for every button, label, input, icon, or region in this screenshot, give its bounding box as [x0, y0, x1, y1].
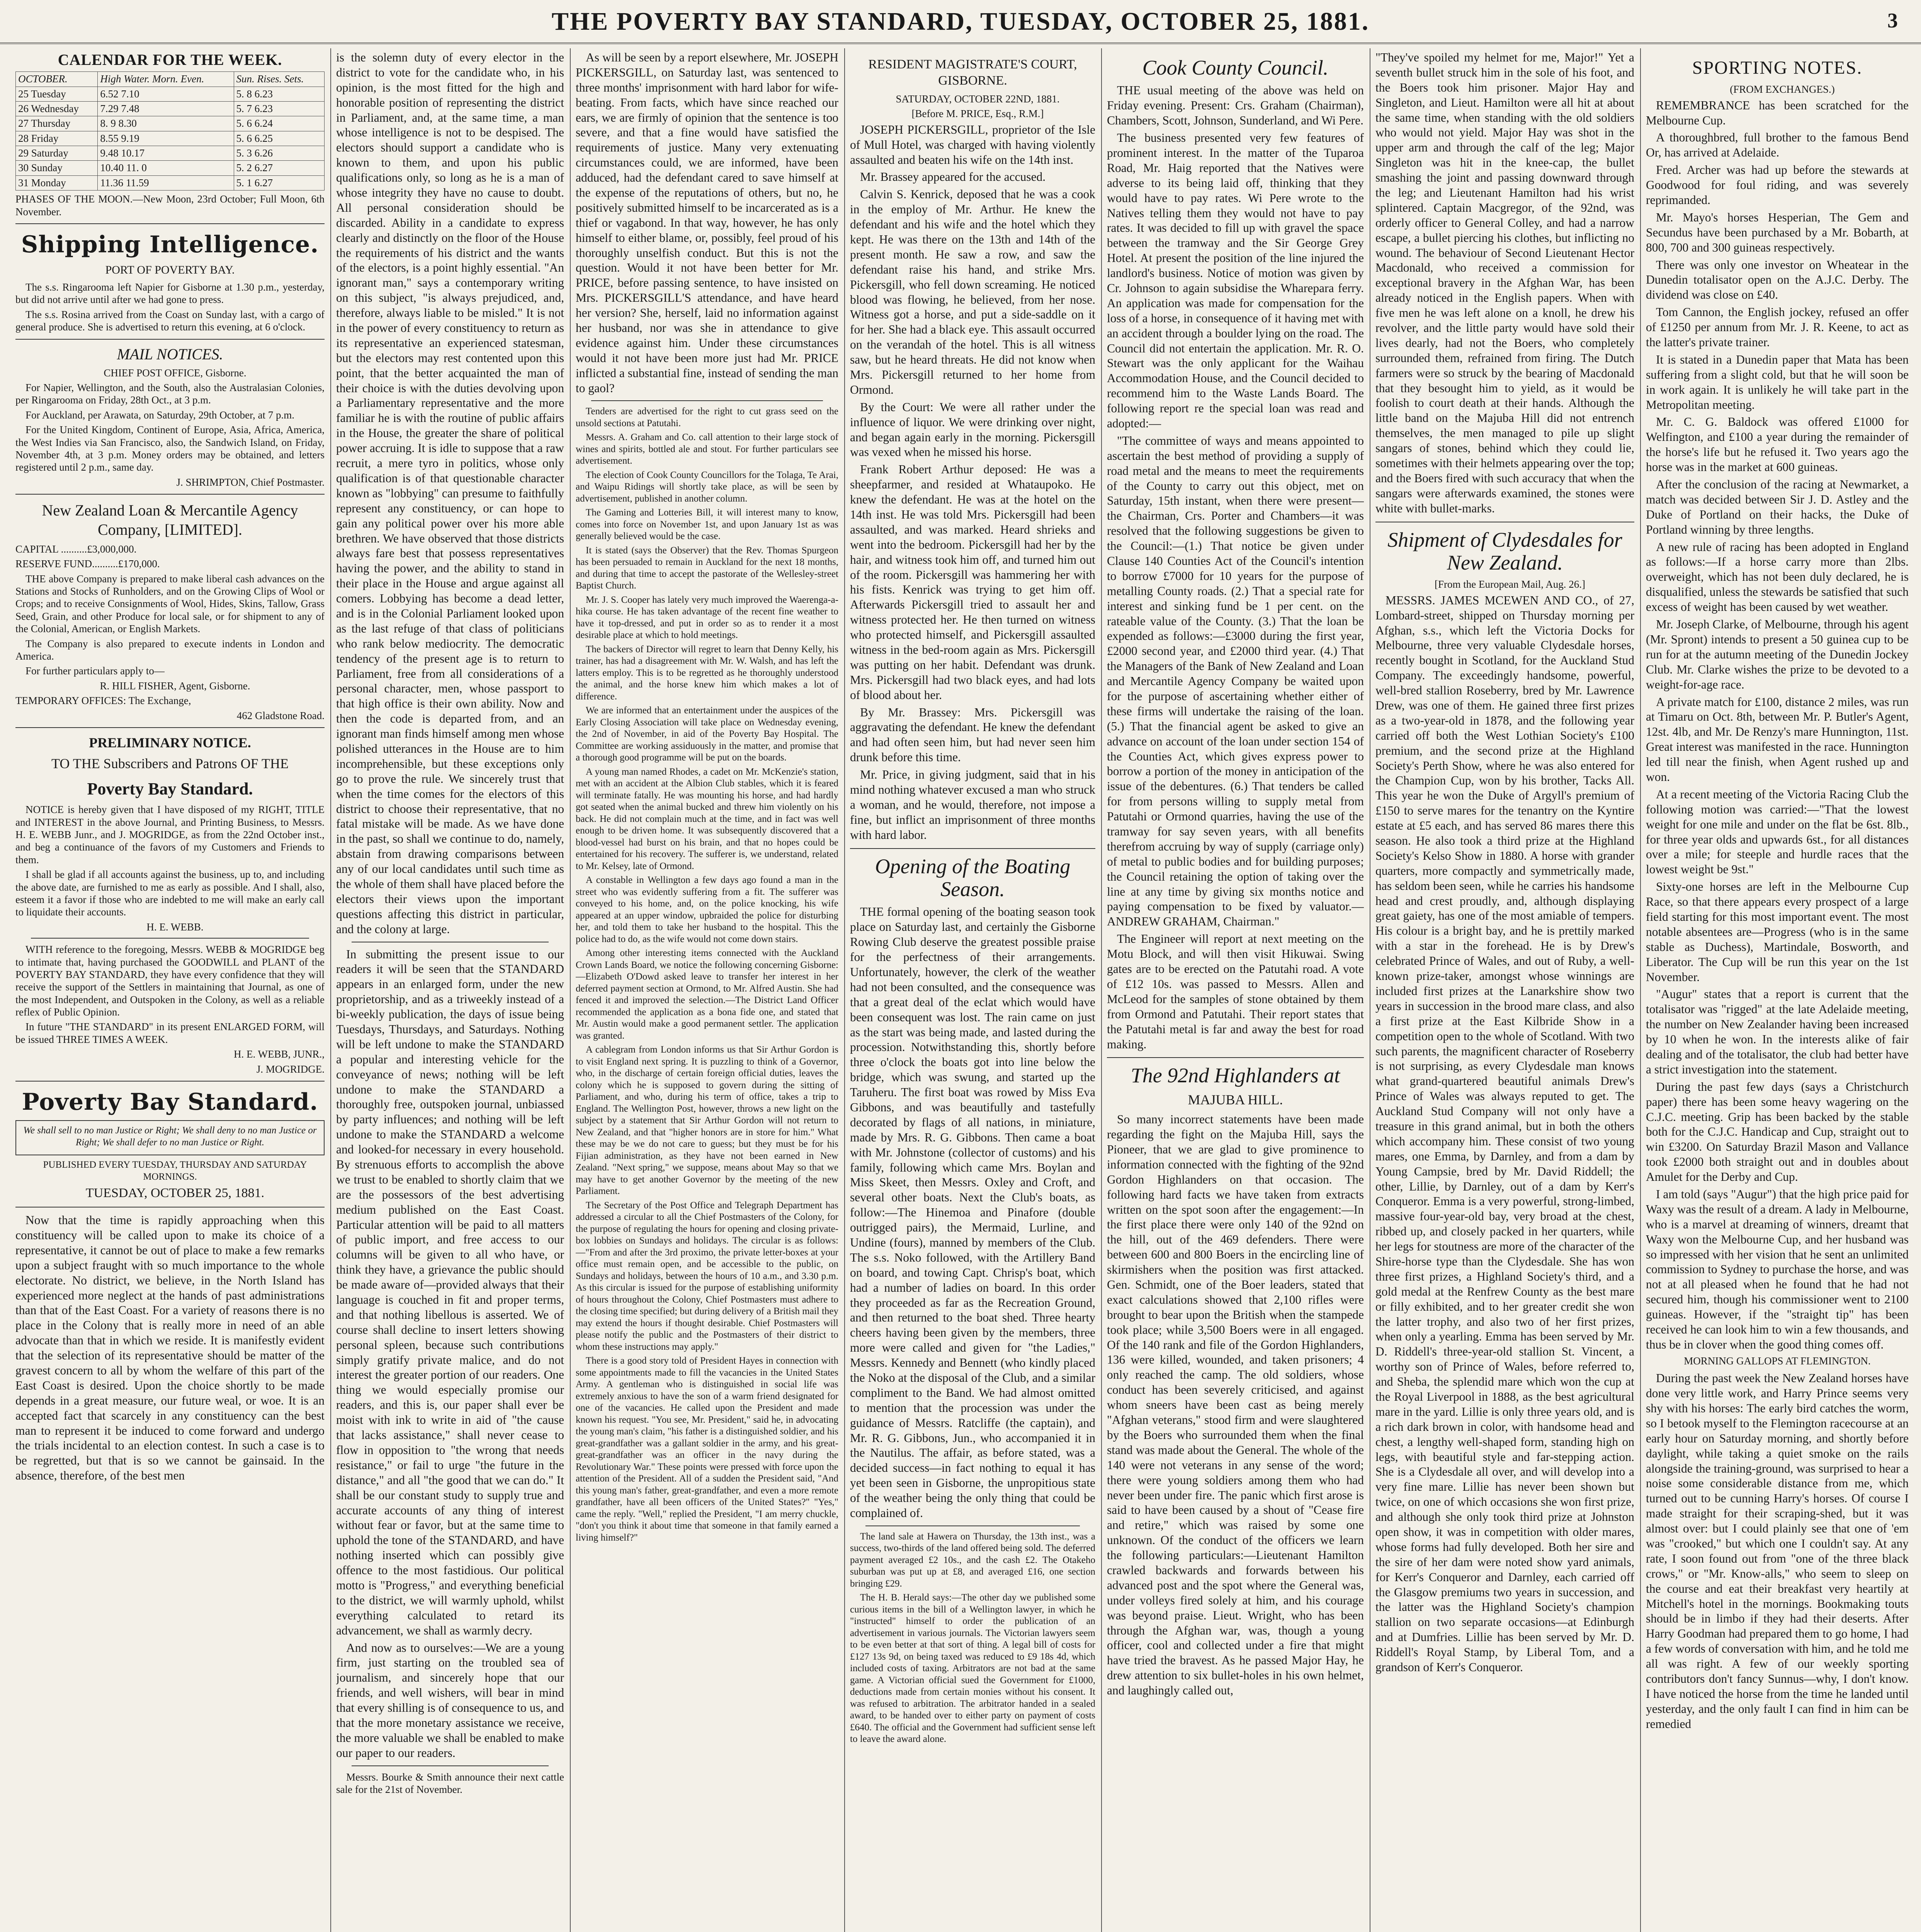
news-item: The land sale at Hawera on Thursday, the 13th inst., was a success, two-thirds of the land offered being sold. The deferred payment averaged £2 10s., and the cash £2. The Otakeho suburban was put up at £8, and averaged £16, one section bringing £29. [850, 1531, 1095, 1589]
divider [15, 1207, 325, 1208]
calendar-cell: 26 Wednesday [16, 102, 98, 116]
calendar-cell: 10.40 11. 0 [98, 161, 234, 175]
loan-apply: For further particulars apply to— [26, 665, 165, 677]
column-1 [15, 50, 325, 1932]
with-signature: H. E. WEBB, JUNR., [233, 1048, 325, 1060]
prelim-to: TO THE Subscribers and Patrons OF THE [51, 756, 289, 772]
highlanders-heading: The 92nd Highlanders at [1130, 1064, 1340, 1087]
paper-title: Poverty Bay Standard. [22, 1088, 318, 1116]
column-6 [1375, 50, 1634, 1932]
news-item: A cablegram from London informs us that Sir Arthur Gordon is to visit England next spring. It is puzzling to think of a Governor, who, in the discharge of certain foreign official duties, leaves the colony which he is supposed to govern during the sitting of Parliament, and who, during his term of office, takes a trip to England. The Wellington Post, however, throws a new light on the subject by a statement that Sir Arthur Gordon will not return to New Zealand, and that "higher honors are in store for him." What these may be we do not care to guess; but they must be for his Fijian administration, as they have not been earned in New Zealand. "Next spring," we suppose, means about May so that we may have to get another Governor by the meeting of the new Parliament. [576, 1044, 838, 1197]
loan-reserve: RESERVE FUND..........£170,000. [15, 558, 160, 570]
published-days: PUBLISHED EVERY TUESDAY, THURSDAY AND SATURDAY MORNINGS. [43, 1160, 307, 1182]
loan-heading: New Zealand Loan & Mercantile Agency Company, [LIMITED]. [42, 502, 298, 538]
boating-text: THE formal opening of the boating season took place on Saturday last, and certainly the Gisborne Rowing Club deserve the greatest possible praise for the perfectness of their arrangements. Unfortunately, however, the clerk of the weather had not been consulted, and the consequence was that a great deal of the eclat which would have been consequent was lost. The rain came on just as the start was being made, and lasted during the procession. Notwithstanding this, shortly before three o'clock the boats got into line below the bridge, which was swung, and started up the Taruheru. The first boat was rowed by Miss Eva Gibbons, and was beautifully and tastefully decorated by flags of all nations, in miniature, made by Mrs. R. G. Gibbons. Then came a boat with Mr. Johnstone (collector of customs) and his family, following which came Mrs. Boylan and Miss Skeet, then Messrs. Oxley and Croft, and several other boats. Next the Club's boats, as follow:—The Hinemoa and Pinafore (double outrigged pairs), the Mermaid, Lurline, and Undine (fours), manned by members of the Club. The s.s. Noko followed, with the Artillery Band on board, and towing Capt. Chrisp's boat, which had a number of ladies on board. In this order they proceeded as far as the Recreation Ground, and then returned to the boat shed. Three hearty cheers having been given by the members, three more were called and given for "the Ladies," Messrs. Kennedy and Bennett (who kindly placed the Noko at the disposal of the Club, and a similar compliment to the Band. We had almost omitted to mention that the procession was under the guidance of Messrs. Ratcliffe (the captain), and Mr. R. G. Gibbons, Jun., who accompanied it in the Nautilus. The affair, as before stated, was a decided success—in fact nothing to equal it has yet been seen in Gisborne, the unpropitious state of the weather being the only thing that could be complained of. [850, 905, 1095, 1520]
news-item: Messrs. Bourke & Smith announce their next cattle sale for the 21st of November. [336, 1771, 564, 1796]
gallops-text: During the past week the New Zealand horses have done very little work, and Harry Prince seems very shy with his horses: The early bird catches the worm, so I betook myself to the Flemington racecourse at an early hour on Saturday morning, and shortly before daylight, while taking a quiet smoke on the rails alongside the training-ground, was surprised to hear a noise some considerable distance from me, which turned out to be cunning Harry's horses. Of course I made straight for their scraping-shed, but it was almost over: but I could plainly see that one of 'em was "crooked," but which one I couldn't say. At any rate, I soon found out from "one of the three black crows," or "Mr. Know-alls," who seem to sleep on the course and eat their breakfast very heartily at Mitchell's hotel in the mornings. Bookmaking touts should be in limbo if they had their deserts. After Harry Goodman had prepared them to go home, I had a few words of conversation with him, and he told me all was right. A few of our weekly sporting contributors don't fancy Sunnus—why, I don't know. I have noticed the horse from the time he landed until yesterday, and the only fault I can find in him can be remedied [1646, 1371, 1909, 1731]
calendar-cell: 8.55 9.19 [98, 131, 234, 146]
page-number: 3 [1887, 9, 1898, 32]
sporting-item: At a recent meeting of the Victoria Racing Club the following motion was carried:—"That the lowest weight for one mile and under on the flat be 6st. 8lb., for three year olds and upwards 6st., for all distances over a mile; for steeple and hurdle races that the lowest weight be 9st." [1646, 787, 1909, 876]
sporting-item: After the conclusion of the racing at Newmarket, a match was decided between Sir J. D. Astley and the Duke of Portland on their hacks, the Duke of Portland winning by three lengths. [1646, 478, 1909, 536]
sporting-item: Mr. C. G. Baldock was offered £1000 for Welfington, and £100 a year during the remainder of the horse's life but he refused it. Two years ago the horse was in the market at 600 guineas. [1646, 415, 1909, 474]
calendar-cell: 31 Monday [16, 175, 98, 190]
divider [15, 339, 325, 340]
mail-signature: J. SHRIMPTON, Chief Postmaster. [176, 476, 325, 488]
sporting-source: (FROM EXCHANGES.) [1730, 83, 1835, 95]
mail-office: CHIEF POST OFFICE, Gisborne. [104, 367, 246, 379]
divider [15, 494, 325, 495]
loan-text: THE above Company is prepared to make liberal cash advances on the Stations and Stocks of Runholders, and on the Growing Clips of Wool or Crops; and to receive Consignments of Wool, Hides, Skins, Tallow, Grass Seed, Grain, and other Produce for local sale, or for shipment to any of the Colonial, American, or English Markets. [15, 573, 325, 635]
mail-item: For Auckland, per Arawata, on Saturday, 29th October, at 7 p.m. [26, 409, 295, 421]
calendar-row [16, 87, 325, 101]
sporting-item: REMEMBRANCE has been scratched for the Melbourne Cup. [1646, 98, 1909, 127]
news-item: Tenders are advertised for the right to cut grass seed on the unsold sections at Patutahi. [576, 406, 838, 429]
motto-box [15, 1120, 325, 1155]
sporting-item: A new rule of racing has been adopted in England as follows:—If a horse carry more than 2lbs. overweight, which has not been duly declared, he is disqualified, unless the stewards be satisfied that such excess of weight has been caused by wet weather. [1646, 540, 1909, 614]
with-text: In future "THE STANDARD" in its present ENLARGED FORM, will be issued THREE TIMES A WEEK. [15, 1021, 325, 1045]
boating-heading: Opening of the Boating Season. [875, 854, 1071, 901]
court-paragraph: Mr. Price, in giving judgment, said that in his mind nothing whatever excused a man who struck a woman, and he would, therefore, not impose a fine, but inflict an imprisonment of three months with hard labor. [850, 768, 1095, 842]
court-date: SATURDAY, OCTOBER 22ND, 1881. [896, 93, 1060, 105]
mail-item: For Napier, Wellington, and the South, also the Australasian Colonies, per Ringarooma on Friday, 28th Oct., at 3 p.m. [15, 382, 325, 406]
news-item: A young man named Rhodes, a cadet on Mr. McKenzie's station, met with an accident at the Albion Club stables, which it is feared will terminate fatally. He was mounting his horse, and had hardly got seated when the animal bucked and threw him violently on his back. He did not complain much at the time, and in fact was well enough to be driven home. It was subsequently discovered that a blood-vessel had burst on his brain, and that no hopes could be entertained for his recovery. The sufferer is, we understand, related to Mr. Kelsey, late of Ormond. [576, 766, 838, 871]
calendar-header-cell: High Water. Morn. Even. [98, 72, 234, 87]
news-item: The H. B. Herald says:—The other day we published some curious items in the bill of a Wellington lawyer, in which he "instructed" himself to order the publication of an advertisement in various journals. The Victorian lawyers seem to be even better at that sort of thing. A legal bill of costs for £127 13s 9d, on being taxed was reduced to £9 18s 4d, which included costs of taxing. Arbitrators are not bad at the same game. A Victorian official sued the Government for £1000, deductions made from certain monies without his consent. It was refused to arbitration. The arbitrator handed in a sealed award, to be handed over to either party on payment of costs £640. The official and the Government had sufficient sense left to leave the award alone. [850, 1592, 1095, 1745]
court-paragraph: JOSEPH PICKERSGILL, proprietor of the Isle of Mull Hotel, was charged with having violently assaulted and beaten his wife on the 14th inst. [850, 122, 1095, 167]
news-item: It is stated (says the Observer) that the Rev. Thomas Spurgeon has been persuaded to remain in Auckland for the next 18 months, and during that time to accept the pastorate of the Wellesley-street Baptist Church. [576, 545, 838, 591]
news-item: The backers of Director will regret to learn that Denny Kelly, his trainer, has had a disagreement with Mr. W. Walsh, and has left the latters employ. This is to be regretted as he thoroughly understood the animal, and the horse knew him which makes a lot of difference. [576, 644, 838, 702]
sporting-item: I am told (says "Augur") that the high price paid for Waxy was the result of a dream. A lady in Melbourne, who is a marvel at dreaming of winners, dreamt that Waxy won the Melbourne Cup, and her husband was so impressed with her vision that he sent an unlimited commission to Sydney to purchase the horse, and was not at all pleased when he found that he had not secured him, though his commissioner went to 2100 guineas. However, if the "straight tip" has been received he can look him to win a few thousands, and thus be in clover when the good thing comes off. [1646, 1187, 1909, 1351]
calendar-row [16, 175, 325, 190]
moon-phases: PHASES OF THE MOON.—New Moon, 23rd October; Full Moon, 6th November. [15, 193, 325, 218]
council-heading: Cook County Council. [1142, 56, 1329, 79]
port-heading: PORT OF POVERTY BAY. [105, 264, 235, 277]
divider [15, 223, 325, 224]
calendar-row [16, 102, 325, 116]
calendar-header-cell: OCTOBER. [16, 72, 98, 87]
calendar-cell: 5. 2 6.27 [234, 161, 324, 175]
calendar-table [15, 71, 325, 190]
sporting-heading: SPORTING NOTES. [1692, 58, 1863, 78]
sporting-item: Mr. Mayo's horses Hesperian, The Gem and Secundus have been purchased by a Mr. Bobarth, at 800, 700 and 300 guineas respectively. [1646, 210, 1909, 254]
calendar-cell: 9.48 10.17 [98, 146, 234, 161]
calendar-cell: 6.52 7.10 [98, 87, 234, 101]
news-item: We are informed that an entertainment under the auspices of the Early Closing Association will take place on Wednesday evening, the 2nd of November, in aid of the Poverty Bay Hospital. The Committee are working assiduously in the matter, and promise that a thorough good programme will be put on the boards. [576, 705, 838, 763]
divider [850, 848, 1095, 849]
calendar-cell: 5. 3 6.26 [234, 146, 324, 161]
calendar-row [16, 146, 325, 161]
court-paragraph: Mr. Brassey appeared for the accused. [860, 170, 1046, 184]
loan-address: 462 Gladstone Road. [236, 709, 325, 721]
sporting-item: There was only one investor on Wheatear in the Dunedin totalisator open on the A.J.C. Derby. The dividend was close on £40. [1646, 258, 1909, 302]
column-rule [570, 48, 571, 1932]
sporting-item: A thoroughbred, full brother to the famous Bend Or, has arrived at Adelaide. [1646, 131, 1909, 160]
calendar-cell: 5. 8 6.23 [234, 87, 324, 101]
divider [15, 1081, 325, 1082]
divider [1107, 1057, 1364, 1058]
sporting-item: Mr. Joseph Clarke, of Melbourne, through his agent (Mr. Spront) intends to present a 50 guinea cup to be run for at the autumn meeting of the Dunedin Jockey Club. Mr. Clarke wishes the prize to be devoted to a weight-for-age race. [1646, 617, 1909, 691]
news-item: Mr. J. S. Cooper has lately very much improved the Waerenga-a-hika course. He has taken advantage of the recent fine weather to have it top-dressed, and put in order so as to render it a most desirable place at which to hold meetings. [576, 594, 838, 641]
calendar-title: CALENDAR FOR THE WEEK. [58, 51, 282, 68]
leader-text: Now that the time is rapidly approaching when this constituency will be called upon to make its choice of a representative, it cannot be out of place to make a few remarks upon a subject fraught with so much importance to the whole electorate. No district, we believe, in the North Island has experienced more neglect at the hands of past administrations than that of the East Coast. For a variety of reasons there is no place in the Colony that is really more in need of an able advocate than that in which we reside. It is manifestly evident that the selection of its representative should be matter of the gravest concern to all by whom the welfare of this part of the East Coast is desired. Upon the choice shortly to be made depends in a great measure, our future weal, or woe. It is an accepted fact that scarcely in any constituency can the best man to represent it be induced to come forward and undergo the trials incidental to an election contest. In such a case is to be regretted, but that is so we cannot be gainsaid. In the absence, therefore, of the best men [15, 1213, 325, 1483]
notice-signature: H. E. WEBB. [146, 921, 204, 933]
mail-item: For the United Kingdom, Continent of Europe, Asia, Africa, America, the West Indies via San Francisco, also, the Sandwich Island, on Friday, November 4th, at 3 p.m. Money orders may be obtained, and letters registered until 2 p.m., same day. [15, 424, 325, 473]
calendar-cell: 8. 9 8.30 [98, 116, 234, 131]
court-paragraph: By Mr. Brassey: Mrs. Pickersgill was aggravating the defendant. He knew the defendant and had often seen him, but had never seen him drunk before this time. [850, 705, 1095, 764]
with-signature: J. MOGRIDGE. [256, 1063, 325, 1075]
announcement-text: In submitting the present issue to our readers it will be seen that the STANDARD appears in an enlarged form, under the new proprietorship, and as a triweekly instead of a bi-weekly publication, the days of issue being Tuesdays, Thursdays, and Saturdays. Nothing will be left undone to make the STANDARD a popular and interesting vehicle for the conveyance of news; nothing will be left undone to make the STANDARD a thoroughly free, outspoken journal, unbiassed by party influences; and nothing will be left undone to make the STANDARD a welcome and looked-for necessary in every household. By strenuous efforts to accomplish the above we trust to be enabled to shortly claim that we are the possessors of the best advertising medium published on the East Coast. Particular attention will be paid to all matters of public import, and free access to our columns will be given to all who have, or think they have, a grievance the public should be made aware of—provided always that their language is couched in fit and proper terms, and that nothing libellous is asserted. We of course shall decline to insert letters showing personal spleen, because such contributions simply gratify private malice, and do not interest the greater portion of our readers. One thing we would especially promise our readers, and this is, our paper shall ever be moist with ink to write in aid of "the cause that lacks assistance," shall never cease to flow in opposition to "the wrong that needs resistance," or fail to urge "the future in the distance," and all "the good that we can do." It shall be our constant study to supply true and accurate accounts of any thing of interest without fear or favor, but at the same time to uphold the tone of the STANDARD, and have nothing inserted which can possibly give offence to the most fastidious. Our political motto is "Progress," and everything beneficial to the district, we will warmly uphold, whilst everything calculated to retard its advancement, we shall as warmly decry. [336, 947, 564, 1637]
calendar-row [16, 161, 325, 175]
sporting-item: Sixty-one horses are left in the Melbourne Cup Race, so that there appears every prospect of a large field starting for this most important event. The most notable absentees are—Progress (who is in the same stable as Duchess), Martindale, Bosworth, and Liberator. The Cup will be run this year on the 1st November. [1646, 880, 1909, 984]
calendar-cell: 5. 7 6.23 [234, 102, 324, 116]
calendar-cell: 28 Friday [16, 131, 98, 146]
calendar-cell: 11.36 11.59 [98, 175, 234, 190]
news-item: The Secretary of the Post Office and Telegraph Department has addressed a circular to all the Chief Postmasters of the Colony, for the purpose of regulating the hours for opening and closing private-box lobbies on Sundays and holidays. The circular is as follows:—"From and after the 3rd proximo, the private letter-boxes at your office must remain open, and be accessible to the public, on Sundays and holidays, between the hours of 10 a.m., and 3.30 p.m. As this circular is issued for the purpose of establishing uniformity of hours throughout the Colony, Chief Postmasters must adhere to the closing time specified; but during delivery of a British mail they may extend the hours if thought desirable. Chief Postmasters will please notify the public and the Postmasters of their district to whom these instructions may apply." [576, 1200, 838, 1352]
notice-text: NOTICE is hereby given that I have disposed of my RIGHT, TITLE and INTEREST in the above Journal, and Printing Business, to Messrs. H. E. WEBB Junr., and J. MOGRIDGE, as from the 22nd October inst., and beg a continuance of the favors of my Customers and Friends to them. [15, 804, 325, 866]
clydesdales-source: [From the European Mail, Aug. 26.] [1435, 578, 1585, 590]
sporting-item: It is stated in a Dunedin paper that Mata has been suffering from a slight cold, but that he will soon be in work again. It is unlikely he will take part in the Metropolitan meeting. [1646, 352, 1909, 412]
calendar-cell: 5. 1 6.27 [234, 175, 324, 190]
loan-capital: CAPITAL ..........£3,000,000. [15, 543, 137, 555]
sporting-item: A private match for £100, distance 2 miles, was run at Timaru on Oct. 8th, between Mr. P. Butler's Agent, 12st. 4lb, and Mr. De Renzy's mare Hunnington, 11st. Great interest was manifested in the race. Hunnington led till near the finish, when Agent rushed up and won. [1646, 695, 1909, 784]
column-3 [576, 50, 838, 1932]
calendar-header-cell: Sun. Rises. Sets. [234, 72, 324, 87]
calendar-cell: 7.29 7.48 [98, 102, 234, 116]
court-paragraph: By the Court: We were all rather under the influence of liquor. We were drinking over night, and began again early in the morning. Pickersgill was vexed when he missed his horse. [850, 400, 1095, 459]
shipping-item: The s.s. Ringarooma left Napier for Gisborne at 1.30 p.m., yesterday, but did not arrive until after we had gone to press. [15, 281, 325, 306]
council-paragraph: The Engineer will report at next meeting on the Motu Block, and will then visit Hikuwai. Swing gates are to be erected on the Patutahi road. A vote of £12 10s. was passed to Messrs. Allen and McLeod for the samples of stone obtained by them from Ormond and Patutahi. Their report states that the Patutahi metal is far and away the best for road making. [1107, 932, 1364, 1051]
calendar-row [16, 116, 325, 131]
prelim-heading: PRELIMINARY NOTICE. [89, 735, 251, 750]
column-rule [330, 48, 331, 1932]
sporting-item: During the past few days (says a Christchurch paper) there has been some heavy wagering on the C.J.C. meeting. Grip has been backed by the stable both for the C.J.C. Handicap and Cup, straight out to win £3200. On Saturday Brazil Mason and Vallance took £2000 both straight out and in doubles about Amulet for the Derby and Cup. [1646, 1080, 1909, 1184]
calendar-cell: 5. 6 6.25 [234, 131, 324, 146]
column-rule [844, 48, 845, 1932]
court-paragraph: Calvin S. Kenrick, deposed that he was a cook in the employ of Mr. Arthur. He knew the defendant and his wife and the hotel which they kept. He was there on the 13th and 14th of the present month. He saw a row, and saw the defendant raise his hand, and strike Mrs. Pickersgill, who fell down screaming. He noticed blood was flowing, he believed, from her nose. Witness got a horse, and put a side-saddle on it for her. She had a black eye. This assault occurred on the verandah of the hotel. This is all witness saw, but he heard threats. He did not know when Mrs. Pickersgill returned to her home from Ormond. [850, 187, 1095, 396]
news-item: Among other interesting items connected with the Auckland Crown Lands Board, we notice the following concerning Gisborne:—Elizabeth O'Dowd asked leave to transfer her interest in her deferred payment section at Ormond, to Mr. Alfred Austin. She had fenced it and improved the selection.—The District Land Officer recommended the application as a bona fide one, and stated that Mr. Austin would make a good permanent settler. The application was granted. [576, 948, 838, 1041]
highlanders-subheading: MAJUBA HILL. [1188, 1092, 1283, 1107]
news-item: A constable in Wellington a few days ago found a man in the street who was evidently suffering from a fit. The sufferer was conveyed to his home, and, on the police knocking, his wife appeared at an upper window, upbraided the police for disturbing her, and told them to take her husband to the hospital. This the police had to do, as the wife would not come down stairs. [576, 875, 838, 944]
notice-text: I shall be glad if all accounts against the business, up to, and including the above date, are furnished to me as early as possible. And I shall, also, esteem it a favor if those who are indebted to me will make an early call to liquidate their accounts. [15, 869, 325, 918]
with-text: WITH reference to the foregoing, Messrs. WEBB & MOGRIDGE beg to intimate that, having purchased the GOODWILL and PLANT of the POVERTY BAY STANDARD, they have every confidence that they will receive the support of the Settlers in maintaining that Journal, as one of the most Independent, and Outspoken in the Colony, as well as a reliable reflex of Public Opinion. [15, 944, 325, 1018]
prelim-paper: Poverty Bay Standard. [87, 779, 253, 798]
column-rule [1640, 48, 1641, 1932]
mail-heading: MAIL NOTICES. [117, 345, 223, 363]
calendar-cell: 29 Saturday [16, 146, 98, 161]
highlanders-continued: "They've spoiled my helmet for me, Major!" Yet a seventh bullet struck him in the sole of his foot, and the Boers took him prisoner. Major Hay and Singleton, and Lieut. Hamilton were all hit at about the same time, when standing with the old soldiers who would not yield. Major Hay was shot in the upper arm and through the calf of the leg; Major Singleton was hit in the knee-cap, the bullet smashing the joint and passing downward through the leg; and Lieutenant Hamilton had his wrist splintered. Captain Macgregor, of the 92nd, was orderly officer to General Colley, and had a narrow escape, a bullet piercing his clothes, but inflicting no wound. The behaviour of Second Lieutenant Hector Macdonald, who received a commission for exceptional bravery in the Afghan War, has been already noticed in the English papers. When with five men he was left alone on a knoll, he drew his revolver, and the little party would have sold their lives dearly, had not the Boers, who completely surrounded them, refrained from firing. The Dutch farmers were so struck by the bearing of Macdonald that they besought him to yield, as it would be foolish to court death at their hands. Although the little band on the Majuba Hill did not entrench themselves, the men managed to pile up slight sangars of stones, behind which they could lie, sometimes with their helmets appearing over the top; and the Boers fired with such accuracy that when the sangars were afterwards examined, the stones were white with bullet-marks. [1375, 51, 1634, 515]
masthead [0, 0, 1921, 44]
motto: We shall sell to no man Justice or Right; We shall deny to no man Justice or Right; We shall defer to no man Justice or Right. [23, 1125, 317, 1148]
council-paragraph: THE usual meeting of the above was held on Friday evening. Present: Crs. Graham (Chairman), Chambers, Scott, Johnson, Sunderland, and Wi Pere. [1107, 83, 1364, 128]
highlanders-text: So many incorrect statements have been made regarding the fight on the Majuba Hill, says the Pioneer, that we are glad to give prominence to information connected with the fighting of the 92nd Gordon Highlanders on that occasion. The following hard facts we have taken from extracts written on the spot soon after the engagement:—In the first place there were only 140 of the 92nd on the hill, out of the 469 defenders. There were between 600 and 800 Boers in the encircling line of skirmishers when the position was first attacked. Gen. Schmidt, one of the Boer leaders, stated that exact calculations showed that 2,100 rifles were brought to bear upon the British when the stampede took place; while 3,500 Boers were in all engaged. Of the 140 rank and file of the Gordon Highlanders, 136 were killed, wounded, and taken prisoners; 4 only reached the camp. The old soldiers, whose conduct has been severely criticised, and against whom sneers have been cast as being merely "Afghan veterans," stood firm and were slaughtered by the Boers who surrounded them when the final stand was made about the General. The whole of the 140 were not veterans in any sense of the word; there were young soldiers among them who had never been under fire. The panic which first arose is said to have been caused by a shout of "Cease fire and retire," which was raised by some one unknown. Of the conduct of the officers we learn the following particulars:—Lieutenant Hamilton crawled backwards and forwards between his advanced post and the spot where the General was, under volleys fired solely at him, and his courage was beyond praise. Lieut. Wright, who has been through the Afghan war, was, though a young officer, cool and collected under a fire that might have tried the bravest. As he passed Major Hay, he drew attention to six bullet-holes in his own helmet, and laughingly called out, [1107, 1112, 1364, 1697]
divider [591, 400, 823, 401]
masthead-title: THE POVERTY BAY STANDARD, TUESDAY, OCTOBER 25, 1881. [551, 7, 1370, 36]
court-before: [Before M. PRICE, Esq., R.M.] [911, 108, 1044, 120]
column-4 [850, 50, 1095, 1932]
court-heading: RESIDENT MAGISTRATE'S COURT, GISBORNE. [868, 57, 1077, 88]
divider [31, 938, 309, 939]
calendar-row [16, 131, 325, 146]
divider [15, 727, 325, 728]
calendar-cell: 30 Sunday [16, 161, 98, 175]
leader-text: is the solemn duty of every elector in the district to vote for the candidate who, in his opinion, is the most fitted for the high and honorable position of representing the district in Parliament, and, at the same time, a man whose intelligence is not to be despised. The electors should support a candidate who is known to them, and upon his public qualifications only, so long as he is a man of whose integrity they have no cause to doubt. All personal consideration should be discarded. Ability in a candidate to express clearly and distinctly on the floor of the House the requirements of his district and the wants of the electors, is a point highly essential. "An ignorant man," says a contemporary writing on this subject, "is always prejudiced, and, therefore, always liable to be misled." It is not in the power of every constituency to return as its representative an experienced statesman, but the electors may rest contented upon this point, that the better acquainted the man of their choice is with the duties devolving upon a Parliamentary representative and the more familiar he is with the routine of public affairs in the House, the greater the share of political power accruing. It is idle to suppose that a raw recruit, a mere tyro in politics, whose only qualification is of that questionable character known as "lobbying" can presume to faithfully represent any constituency, or can hope to gain any political power over his more able brethren. We have observed that those districts always fare best that possess representatives having the power, and the ability to stand in their place in the House and argue against all comers. Lobbying has become a dead letter, and is in the Colonial Parliament looked upon as the last refuge of that class of politicians who rank below mediocrity. The democratic tendency of the present age is to return to Parliament, free from all considerations of a personal character, men, whose passport to that high office is their own ability. Now and then the code is departed from, and an ignorant man finds himself among men whose polished utterances in the House are to him incomprehensible, but these exceptions only go to prove the rule. We sincerely trust that when the time comes for the electors of this district to choose their representative, that no fatal mistake will be made. As we have done in the past, so shall we continue to do, namely, abstain from drawing comparisons between any of our local candidates until such time as the whole of them shall have placed before the electors their views upon the important questions affecting this district in particular, and the colony at large. [336, 51, 564, 936]
news-item: The election of Cook County Councillors for the Tolaga, Te Arai, and Waipu Ridings will shortly take place, as will be seen by advertisement, published in another column. [576, 469, 838, 504]
column-2 [336, 50, 564, 1932]
calendar-cell: 25 Tuesday [16, 87, 98, 101]
council-paragraph: The business presented very few features of prominent interest. In the matter of the Tuparoa Road, Mr. Haig reported that the Natives were adverse to its being laid off, thinking that they would have to pay rates. Wi Pere wrote to the Natives telling them they would not have to pay rates. It was decided to fill up with gravel the space between the tramway and the Sir George Grey Hotel. At present the position of the line injured the landlord's business. Notice of motion was given by Cr. Johnson to again subsidise the Wharepara ferry. An application was made for compensation for the loss of a horse, in consequence of it having met with an accident through a boulder lying on the road. The Council did not entertain the application. Mr. R. O. Stewart was the only applicant for the Waihau Accommodation House, and the Council decided to recommend him to the Waste Lands Board. The following report re the special loan was read and adopted:— [1107, 131, 1364, 430]
news-item: The Gaming and Lotteries Bill, it will interest many to know, comes into force on November 1st, and upon January 1st as was generally believed would be the case. [576, 507, 838, 542]
issue-date: TUESDAY, OCTOBER 25, 1881. [85, 1186, 265, 1201]
clydesdales-heading: Shipment of Clydesdales for New Zealand. [1387, 528, 1622, 574]
sporting-item: Fred. Archer was had up before the stewards at Goodwood for foul riding, and was severely reprimanded. [1646, 163, 1909, 207]
column-rule [1101, 48, 1102, 1932]
council-paragraph: "The committee of ways and means appointed to ascertain the best method of providing a supply of road metal and the means to meet the requirements of the County to carry out this object, met on Saturday, 15th instant, when there were present—the Chairman, Crs. Porter and Chambers—it was resolved that the following suggestions be given to the Council:—(1.) That notice be given under Clause 140 Counties Act of the Council's intention to borrow £7000 for 10 years for the purpose of metalling County roads. (2.) That a special rate for interest and sinking fund be 1 per cent. on the rateable value of the County. (3.) That the loan be expended as follows:—£3000 during the first year, £2000 second year, and £2000 third year. (4.) That the Managers of the Bank of New Zealand and Loan and Mercantile Agency Company be waited upon for the purpose of ascertaining whether either of these firms will undertake the raising of the loan. (5.) That the financial agent be asked to give an advance on account of the loan under section 154 of the Counties Act, which gives express power to borrow a portion of the money in anticipation of the issue of the debentures. (6.) That tenders be called for from persons willing to supply metal from Patutahi or Ormond quarries, having the use of the tramway for say seven years, with all benefits therefrom accruing by way of supply (carriage only) of metal to public bodies and for building purposes; the Council retaining the option of taking over the line at any time by giving six months notice and paying compensation to be fixed by valuator.—ANDREW GRAHAM, Chairman." [1107, 434, 1364, 929]
column-7 [1646, 50, 1909, 1932]
court-paragraph: Frank Robert Arthur deposed: He was a sheepfarmer, and resided at Whataupoko. He knew the defendant. He was at the hotel on the 14th inst. He was told Mrs. Pickersgill had been assaulted, and was marked. Heard shrieks and went into the bedroom. Pickersgill had her by the hair, and witness took him off, and turned him out of the room. Pickersgill was hammering her with his fists. Kenrick was trying to get him off. Afterwards Pickersgill tried to assault her and witness protected her. He then turned on witness who protected himself, and Pickersgill assaulted witness in the bed-room again as Mrs. Pickersgill was putting on her habit. Defendant was drunk. Mrs. Pickersgill had two black eyes, and had lots of blood about her. [850, 463, 1095, 702]
announcement-text: And now as to ourselves:—We are a young firm, just starting on the troubled sea of journalism, and sincerely hope that our friends, and well wishers, will bear in mind that every shilling is of consequence to us, and that the more monetary assistance we receive, the more valuable we shall be enabled to make our paper to our readers. [336, 1641, 564, 1760]
news-item: Messrs. A. Graham and Co. call attention to their large stock of wines and spirits, bottled ale and stout. For further particulars see advertisement. [576, 432, 838, 466]
calendar-cell: 5. 6 6.24 [234, 116, 324, 131]
column-5 [1107, 50, 1364, 1932]
calendar-cell: 27 Thursday [16, 116, 98, 131]
editorial-text: As will be seen by a report elsewhere, Mr. JOSEPH PICKERSGILL, on Saturday last, was sentenced to three months' imprisonment with hard labor for wife-beating. From facts, which have since reached our ears, we are firmly of opinion that the sentence is too severe, and that a fine would have satisfied the requirements of justice. Many very extenuating circumstances could, we are informed, have been adduced, had the defendant cared to save himself at the expense of the reputations of others, but no, he positively submitted himself to be incarcerated as is a thief or vagabond. In that way, however, he has only himself to either blame, or, possibly, feel proud of his thoroughly unselfish conduct. But this is not the question. Would it not have been better for Mr. PRICE, before passing sentence, to have insisted on Mrs. PICKERSGILL'S attendance, and have heard her version? She, herself, laid no information against her husband, nor was she in attendance to give evidence against him. Under these circumstances would it not have been more just had Mr. PRICE inflicted a substantial fine, instead of sending the man to gaol? [576, 51, 838, 395]
shipping-heading: Shipping Intelligence. [21, 231, 319, 258]
gallops-heading: MORNING GALLOPS AT FLEMINGTON. [1684, 1355, 1871, 1367]
shipping-item: The s.s. Rosina arrived from the Coast on Sunday last, with a cargo of general produce. She is advertised to return this evening, at 6 o'clock. [15, 308, 325, 333]
sporting-item: Tom Cannon, the English jockey, refused an offer of £1250 per annum from Mr. J. R. Keene, to act as the latter's private trainer. [1646, 305, 1909, 349]
loan-agent: R. HILL FISHER, Agent, Gisborne. [100, 680, 250, 692]
clydesdales-text: MESSRS. JAMES MCEWEN AND CO., of 27, Lombard-street, shipped on Thursday morning per Afghan, s.s., which left the Victoria Docks for Melbourne, three very valuable Clydesdale horses, recently bought in Scotland, for the Auckland Stud Company. The exceedingly handsome, powerful, well-bred stallion Roseberry, bred by Mr. Lawrence Drew, was one of them. He gained three first prizes as a two-year-old in 1878, and the following year carried off both the West Lothian Society's £100 premium, and the second prize at the Highland Society's Perth Show, where he was also entered for the Champion Cup, won by his brother, Tacks All. This year he won the Duke of Argyll's premium of £150 to serve mares for the tenantry on the Kyntire estate at £5 each, and has served 86 mares there this season. He also took a third prize at the Highland Society's Kelso Show in 1880. A horse with grander quarters, more compactly and symmetrically made, has seldom been seen, while he carries his handsome head and crest proudly, and, although displaying great gaiety, has one of the most amiable of tempers. His colour is a bright bay, and he is prettily marked with a star in the forehead. He is by Drew's celebrated Prince of Wales, and out of Ruby, a well-known prize-taker, amongst whose winnings are included first prizes at the Lanarkshire show two years in succession in the brood mare class, and also a first prize at the East Kilbride Show in a competition open to the whole of Scotland. With two such parents, the magnificent character of Roseberry is not surprising, as every Clydesdale man knows what grand-quartered beautiful animals Drew's Prince of Wales was always reputed to get. The Auckland Stud Company will not only have a treasure in this grand animal, but in both the others which accompany him. These consist of two young mares, one Emma, by Darnley, and from a dam by Young Campsie, bred by Mr. David Riddell; the other, Lillie, by Darnley, out of a dam by Kerr's Conqueror. Emma is a very powerful, strong-limbed, massive four-year-old bay, very broad at the chest, ribbed up, and closely packed in her quarters, while her legs for stoutness are more of the character of the Shire-horse type than the Clydesdale. She has won three first prizes, a Highland Society's third, and a gold medal at the Renfrew County as the best mare or filly exhibited, and to her greater credit she won the latter trophy, and also two of her first prizes, when only a yearling. Emma has been served by Mr. D. Riddell's three-year-old stallion St. Vincent, a worthy son of Prince of Wales, before referred to, and Sheba, the splendid mare which won the cup at the Royal Liverpool in 1888, as the best agricultural mare in the yard. Lillie is only three years old, and is a rich dark brown in color, with handsome head and chest, a lengthy well-shaped form, standing high on legs, with beautiful style and far-stepping action. She is a Clydesdale all over, and will develop into a very fine mare. Lillie has never been shown but twice, on one of which occasions she won first prize, and although she only took third prize at Johnston open show, it was in competition with older mares, whose forms had fully developed. Both her sire and the sire of her dam were noted show yard animals, for Kerr's Conqueror and Darnley, each carried off the Glasgow premiums two years in succession, and the latter was the Highland Society's champion stallion on two separate occasions—at Edinburgh and at Dumfries. Lillie has been served by Mr. D. Riddell's Royal Stamp, by Liberal Tom, and a grandson of Kerr's Conqueror. [1375, 593, 1634, 1674]
news-item: There is a good story told of President Hayes in connection with some appointments made to fill the vacancies in the United States Army. A gentleman who is distinguished in social life was extremely anxious to have the son of a warm friend designated for one of the vacancies. He called upon the President and made known his request. "You see, Mr. President," said he, in advocating the young man's claim, "his father is a distinguished soldier, and his great-grandfather was a gallant soldier in the army, and his great-great-grandfather was an officer in the navy during the Revolutionary War." These points were pressed with force upon the attention of the President. All of a sudden the President said, "And this young man's father, great-grandfather, and even a more remote grandfather, have all been officers of the United States?" "Yes," came the reply. "Well," replied the President, "I am merry chuckle, "don't you think it about time that someone in that family earned a living himself?" [576, 1355, 838, 1543]
loan-offices: TEMPORARY OFFICES: The Exchange, [15, 695, 191, 707]
loan-text: The Company is also prepared to execute indents in London and America. [15, 638, 325, 662]
sporting-item: "Augur" states that a report is current that the totalisator was "rigged" at the late Adelaide meeting, the number on New Zealander having been increased by 10 when he won. In the interests alike of fair dealing and of the totalisator, the club had better have a strict investigation into the statement. [1646, 987, 1909, 1076]
divider [352, 1765, 549, 1766]
